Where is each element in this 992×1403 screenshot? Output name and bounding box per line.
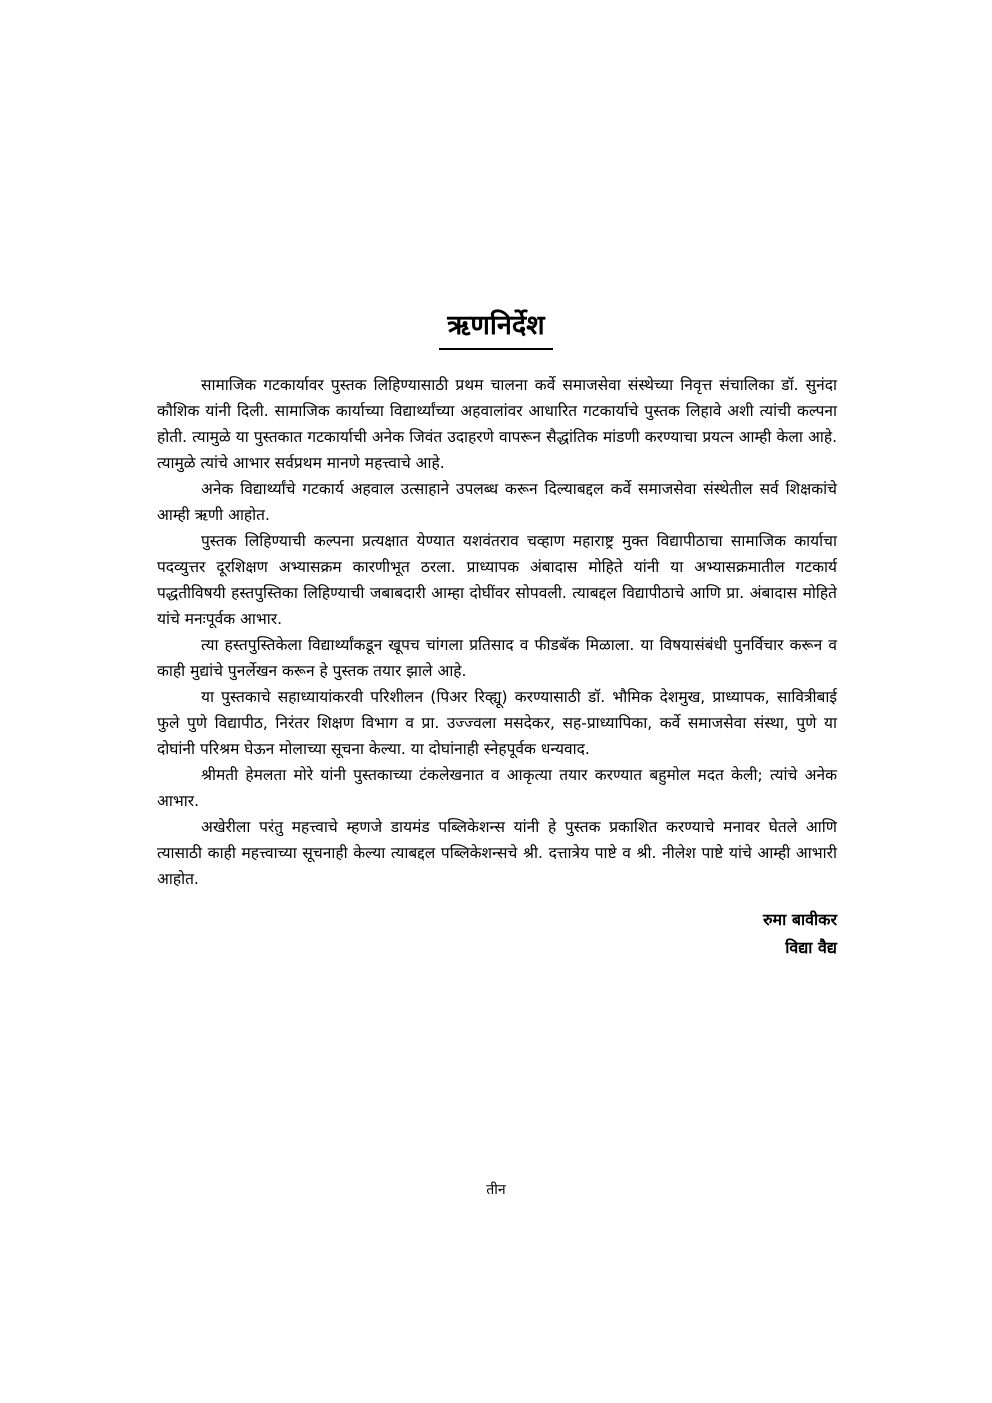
page-title: ऋणनिर्देश	[439, 308, 552, 350]
paragraph-6: श्रीमती हेमलता मोरे यांनी पुस्तकाच्या टंकलेखनात व आकृत्या तयार करण्यात बहुमोल मदत केली; त्यांचे अनेक आभार.	[157, 766, 837, 810]
signatory-2: विद्या वैद्य	[785, 938, 837, 957]
paragraph-5: या पुस्तकाचे सहाध्यायांकरवी परिशीलन (पिअर रिव्ह्यू) करण्यासाठी डॉ. भौमिक देशमुख, प्राध्यापक, सावित्रीबाई फुले पुणे विद्यापीठ, निरंतर शिक्षण विभाग व प्रा. उज्ज्वला मसदेकर, सह-प्राध्यापिका, कर्वे समाजसेवा संस्था, पुणे या दोघांनी परिश्रम घेऊन मोलाच्या सूचना केल्या. या दोघांनाही स्नेहपूर्वक धन्यवाद.	[157, 688, 837, 758]
signatory-1: रुमा बावीकर	[762, 910, 837, 929]
acknowledgement-body	[157, 372, 837, 892]
paragraph-2: अनेक विद्यार्थ्यांचे गटकार्य अहवाल उत्साहाने उपलब्ध करून दिल्याबद्दल कर्वे समाजसेवा संस्थेतील सर्व शिक्षकांचे आम्ही ऋणी आहोत.	[157, 480, 837, 524]
title-block	[0, 308, 992, 350]
paragraph-1: सामाजिक गटकार्यावर पुस्तक लिहिण्यासाठी प्रथम चालना कर्वे समाजसेवा संस्थेच्या निवृत्त संचालिका डॉ. सुनंदा कौशिक यांनी दिली. सामाजिक कार्याच्या विद्यार्थ्यांच्या अहवालांवर आधारित गटकार्याचे पुस्तक लिहावे अशी त्यांची कल्पना होती. त्यामुळे या पुस्तकात गटकार्याची अनेक जिवंत उदाहरणे वापरून सैद्धांतिक मांडणी करण्याचा प्रयत्न आम्ही केला आहे. त्यामुळे त्यांचे आभार सर्वप्रथम मानणे महत्त्वाचे आहे.	[157, 376, 837, 472]
paragraph-4: त्या हस्तपुस्तिकेला विद्यार्थ्यांकडून खूपच चांगला प्रतिसाद व फीडबॅक मिळाला. या विषयासंबंधी पुनर्विचार करून व काही मुद्यांचे पुनर्लेखन करून हे पुस्तक तयार झाले आहे.	[157, 636, 837, 680]
paragraph-3: पुस्तक लिहिण्याची कल्पना प्रत्यक्षात येण्यात यशवंतराव चव्हाण महाराष्ट्र मुक्त विद्यापीठाचा सामाजिक कार्याचा पदव्युत्तर दूरशिक्षण अभ्यासक्रम कारणीभूत ठरला. प्राध्यापक अंबादास मोहिते यांनी या अभ्यासक्रमातील गटकार्य पद्धतीविषयी हस्तपुस्तिका लिहिण्याची जबाबदारी आम्हा दोघींवर सोपवली. त्याबद्दल विद्यापीठाचे आणि प्रा. अंबादास मोहिते यांचे मनःपूर्वक आभार.	[157, 532, 837, 628]
paragraph-7: अखेरीला परंतु महत्त्वाचे म्हणजे डायमंड पब्लिकेशन्स यांनी हे पुस्तक प्रकाशित करण्याचे मनावर घेतले आणि त्यासाठी काही महत्त्वाच्या सूचनाही केल्या त्याबद्दल पब्लिकेशन्सचे श्री. दत्तात्रेय पाष्टे व श्री. नीलेश पाष्टे यांचे आम्ही आभारी आहोत.	[157, 818, 837, 888]
page-number: तीन	[486, 1182, 506, 1198]
signature-block	[157, 906, 837, 962]
